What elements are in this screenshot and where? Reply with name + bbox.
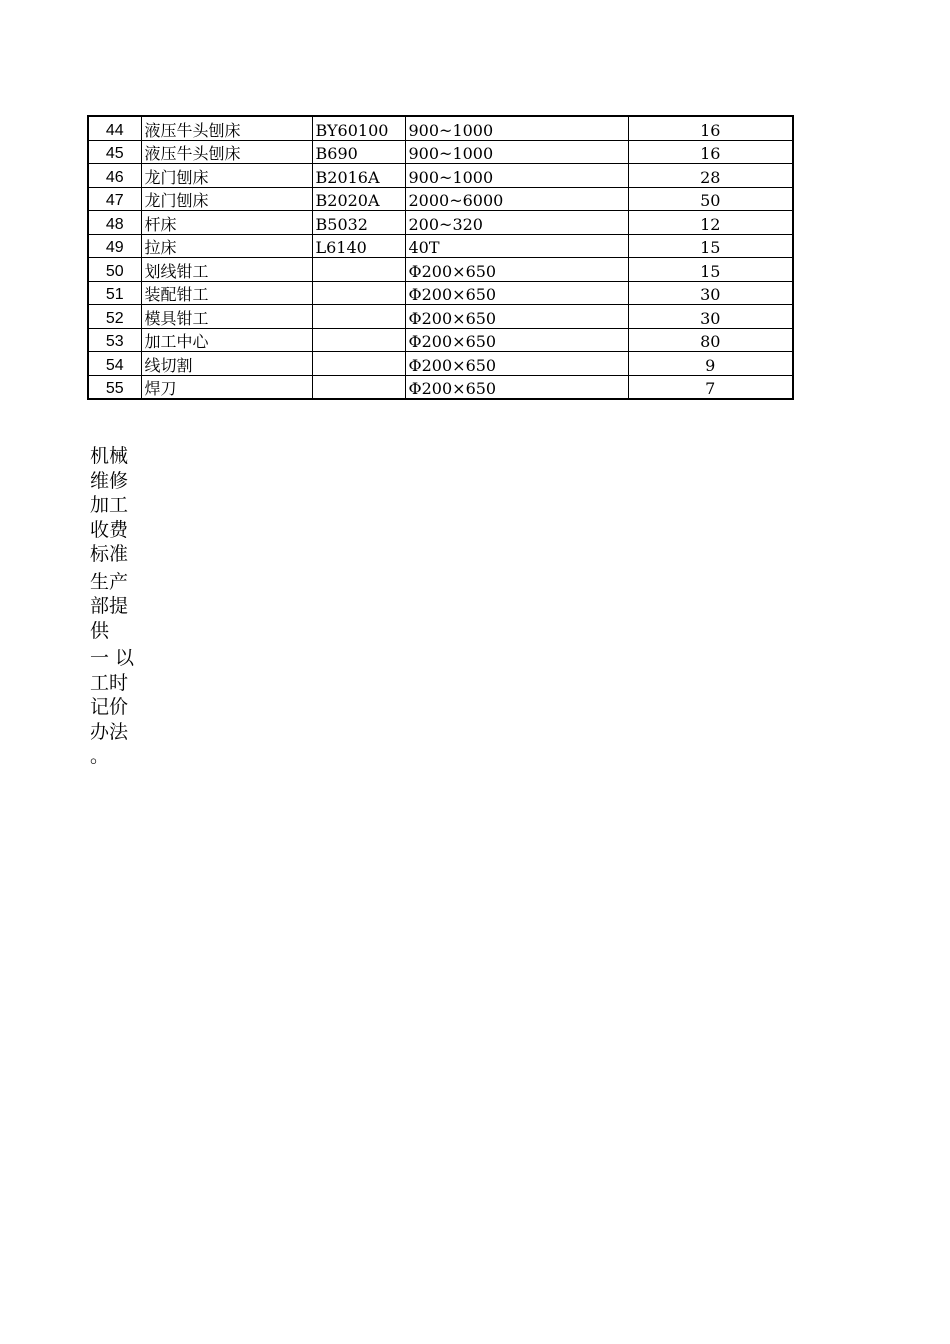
- note-line: 。: [90, 745, 110, 767]
- row-number: 50: [88, 258, 141, 282]
- equipment-model: [312, 328, 405, 352]
- equipment-name: 装配钳工: [141, 281, 312, 305]
- equipment-model: [312, 281, 405, 305]
- table-row: [88, 187, 793, 211]
- table-row: [88, 234, 793, 258]
- table-row: [88, 140, 793, 164]
- equipment-name: 液压牛头刨床: [141, 116, 312, 140]
- note-line: 机械: [90, 445, 129, 467]
- equipment-name: 龙门刨床: [141, 164, 312, 188]
- row-number: 51: [88, 281, 141, 305]
- equipment-model: [312, 305, 405, 329]
- table-row: [88, 281, 793, 305]
- note-line: 工时: [90, 671, 129, 694]
- row-number: 46: [88, 164, 141, 188]
- note-line: 加工: [90, 494, 129, 516]
- equipment-model: B5032: [312, 211, 405, 235]
- note-line: 一 以: [90, 647, 135, 669]
- equipment-spec: Φ200×650: [405, 305, 628, 329]
- table-row: [88, 305, 793, 329]
- row-number: 44: [88, 116, 141, 140]
- table-row: [88, 116, 793, 140]
- table-row: [88, 211, 793, 235]
- hourly-rate: 30: [628, 305, 793, 329]
- row-number: 49: [88, 234, 141, 258]
- equipment-spec: Φ200×650: [405, 375, 628, 399]
- rate-table-body: [88, 116, 793, 399]
- note-line: 记价: [90, 696, 129, 718]
- row-number: 45: [88, 140, 141, 164]
- equipment-spec: Φ200×650: [405, 328, 628, 352]
- equipment-spec: 900~1000: [405, 164, 628, 188]
- equipment-name: 划线钳工: [141, 258, 312, 282]
- equipment-model: B2020A: [312, 187, 405, 211]
- equipment-model: B2016A: [312, 164, 405, 188]
- table-row: [88, 328, 793, 352]
- note-line: 部提: [90, 595, 129, 617]
- equipment-spec: 200~320: [405, 211, 628, 235]
- equipment-spec: 900~1000: [405, 140, 628, 164]
- hourly-rate: 7: [628, 375, 793, 399]
- hourly-rate: 16: [628, 116, 793, 140]
- note-line: 生产: [90, 570, 129, 593]
- row-number: 55: [88, 375, 141, 399]
- equipment-model: [312, 258, 405, 282]
- hourly-rate: 15: [628, 258, 793, 282]
- note-text: [90, 444, 138, 769]
- note-line: 办法: [90, 720, 129, 743]
- equipment-name: 模具钳工: [141, 305, 312, 329]
- equipment-name: 杆床: [141, 211, 312, 235]
- hourly-rate: 12: [628, 211, 793, 235]
- hourly-rate: 28: [628, 164, 793, 188]
- equipment-spec: 900~1000: [405, 116, 628, 140]
- row-number: 54: [88, 352, 141, 376]
- equipment-name: 拉床: [141, 234, 312, 258]
- note-line: 维修: [90, 469, 129, 492]
- table-row: [88, 375, 793, 399]
- rate-table: [87, 115, 794, 400]
- equipment-spec: 40T: [405, 234, 628, 258]
- row-number: 52: [88, 305, 141, 329]
- equipment-name: 龙门刨床: [141, 187, 312, 211]
- hourly-rate: 30: [628, 281, 793, 305]
- hourly-rate: 15: [628, 234, 793, 258]
- row-number: 48: [88, 211, 141, 235]
- equipment-name: 线切割: [141, 352, 312, 376]
- equipment-model: B690: [312, 140, 405, 164]
- equipment-spec: Φ200×650: [405, 352, 628, 376]
- table-row: [88, 352, 793, 376]
- note-line: 收费: [90, 518, 129, 541]
- equipment-model: [312, 352, 405, 376]
- equipment-model: L6140: [312, 234, 405, 258]
- equipment-name: 液压牛头刨床: [141, 140, 312, 164]
- hourly-rate: 80: [628, 328, 793, 352]
- equipment-model: [312, 375, 405, 399]
- equipment-spec: Φ200×650: [405, 258, 628, 282]
- equipment-spec: 2000~6000: [405, 187, 628, 211]
- equipment-name: 加工中心: [141, 328, 312, 352]
- row-number: 53: [88, 328, 141, 352]
- table-row: [88, 164, 793, 188]
- hourly-rate: 50: [628, 187, 793, 211]
- hourly-rate: 9: [628, 352, 793, 376]
- table-row: [88, 258, 793, 282]
- hourly-rate: 16: [628, 140, 793, 164]
- equipment-spec: Φ200×650: [405, 281, 628, 305]
- note-line: 供: [90, 619, 110, 642]
- equipment-model: BY60100: [312, 116, 405, 140]
- note-line: 标准: [90, 543, 129, 565]
- equipment-name: 焊刀: [141, 375, 312, 399]
- row-number: 47: [88, 187, 141, 211]
